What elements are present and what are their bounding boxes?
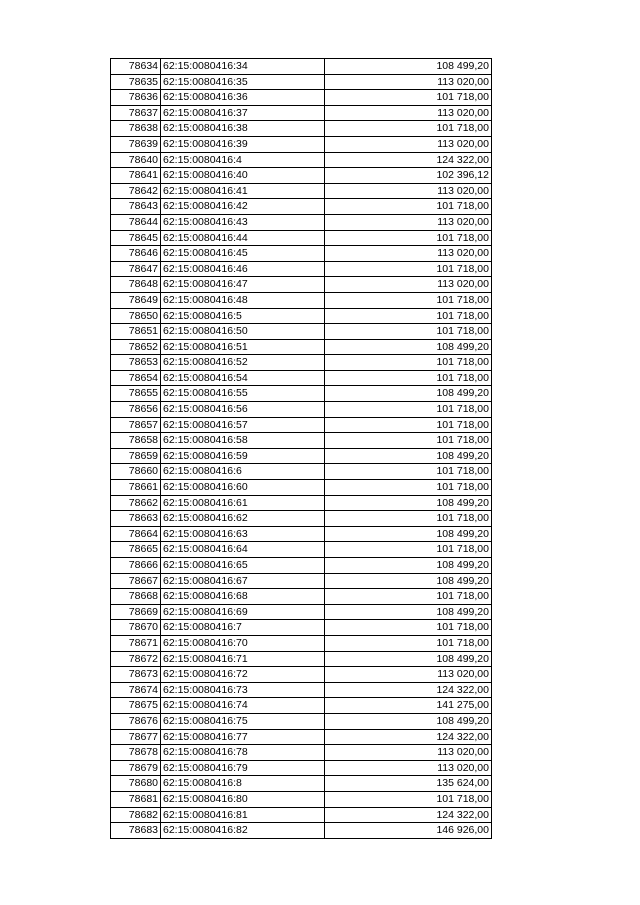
table-row: [111, 464, 492, 480]
cadastral-number-cell: 62:15:0080416:4: [161, 152, 325, 168]
row-number-cell: 78672: [111, 651, 161, 667]
cadastral-value-cell: 101 718,00: [325, 90, 492, 106]
table-row: [111, 729, 492, 745]
cadastral-value-cell: 108 499,20: [325, 59, 492, 75]
table-row: [111, 152, 492, 168]
cadastral-value-cell: 113 020,00: [325, 214, 492, 230]
cadastral-value-table: [110, 58, 492, 839]
table-row: [111, 308, 492, 324]
cadastral-value-cell: 101 718,00: [325, 355, 492, 371]
cadastral-value-cell: 108 499,20: [325, 495, 492, 511]
row-number-cell: 78683: [111, 823, 161, 839]
cadastral-number-cell: 62:15:0080416:56: [161, 402, 325, 418]
table-row: [111, 698, 492, 714]
cadastral-value-cell: 124 322,00: [325, 682, 492, 698]
cadastral-number-cell: 62:15:0080416:39: [161, 136, 325, 152]
row-number-cell: 78657: [111, 417, 161, 433]
cadastral-number-cell: 62:15:0080416:79: [161, 760, 325, 776]
table-row: [111, 776, 492, 792]
table-row: [111, 433, 492, 449]
table-row: [111, 292, 492, 308]
cadastral-number-cell: 62:15:0080416:51: [161, 339, 325, 355]
row-number-cell: 78674: [111, 682, 161, 698]
cadastral-number-cell: 62:15:0080416:37: [161, 105, 325, 121]
row-number-cell: 78665: [111, 542, 161, 558]
cadastral-value-cell: 124 322,00: [325, 807, 492, 823]
table-row: [111, 168, 492, 184]
row-number-cell: 78642: [111, 183, 161, 199]
cadastral-number-cell: 62:15:0080416:52: [161, 355, 325, 371]
cadastral-value-cell: 108 499,20: [325, 386, 492, 402]
cadastral-value-cell: 101 718,00: [325, 433, 492, 449]
row-number-cell: 78639: [111, 136, 161, 152]
cadastral-number-cell: 62:15:0080416:58: [161, 433, 325, 449]
cadastral-number-cell: 62:15:0080416:43: [161, 214, 325, 230]
table-row: [111, 121, 492, 137]
table-row: [111, 183, 492, 199]
row-number-cell: 78644: [111, 214, 161, 230]
cadastral-number-cell: 62:15:0080416:69: [161, 604, 325, 620]
row-number-cell: 78675: [111, 698, 161, 714]
row-number-cell: 78635: [111, 74, 161, 90]
cadastral-value-cell: 101 718,00: [325, 402, 492, 418]
cadastral-number-cell: 62:15:0080416:82: [161, 823, 325, 839]
table-row: [111, 635, 492, 651]
cadastral-number-cell: 62:15:0080416:42: [161, 199, 325, 215]
table-row: [111, 480, 492, 496]
cadastral-number-cell: 62:15:0080416:38: [161, 121, 325, 137]
row-number-cell: 78680: [111, 776, 161, 792]
table-body: [111, 59, 492, 839]
table-row: [111, 199, 492, 215]
cadastral-value-cell: 113 020,00: [325, 136, 492, 152]
table-row: [111, 526, 492, 542]
cadastral-value-cell: 113 020,00: [325, 760, 492, 776]
cadastral-value-cell: 101 718,00: [325, 324, 492, 340]
cadastral-number-cell: 62:15:0080416:55: [161, 386, 325, 402]
row-number-cell: 78647: [111, 261, 161, 277]
cadastral-number-cell: 62:15:0080416:48: [161, 292, 325, 308]
cadastral-value-cell: 108 499,20: [325, 339, 492, 355]
cadastral-value-cell: 113 020,00: [325, 105, 492, 121]
row-number-cell: 78634: [111, 59, 161, 75]
table-row: [111, 682, 492, 698]
cadastral-value-cell: 146 926,00: [325, 823, 492, 839]
cadastral-value-cell: 124 322,00: [325, 152, 492, 168]
cadastral-number-cell: 62:15:0080416:60: [161, 480, 325, 496]
row-number-cell: 78671: [111, 635, 161, 651]
table-row: [111, 558, 492, 574]
cadastral-value-cell: 108 499,20: [325, 573, 492, 589]
cadastral-number-cell: 62:15:0080416:65: [161, 558, 325, 574]
table-row: [111, 339, 492, 355]
table-row: [111, 277, 492, 293]
row-number-cell: 78638: [111, 121, 161, 137]
row-number-cell: 78648: [111, 277, 161, 293]
table-row: [111, 448, 492, 464]
cadastral-number-cell: 62:15:0080416:46: [161, 261, 325, 277]
row-number-cell: 78652: [111, 339, 161, 355]
table-row: [111, 713, 492, 729]
row-number-cell: 78663: [111, 511, 161, 527]
cadastral-value-cell: 101 718,00: [325, 199, 492, 215]
cadastral-value-cell: 108 499,20: [325, 651, 492, 667]
document-page: [110, 58, 492, 839]
row-number-cell: 78678: [111, 745, 161, 761]
row-number-cell: 78641: [111, 168, 161, 184]
cadastral-number-cell: 62:15:0080416:47: [161, 277, 325, 293]
cadastral-number-cell: 62:15:0080416:77: [161, 729, 325, 745]
table-row: [111, 355, 492, 371]
table-row: [111, 246, 492, 262]
row-number-cell: 78677: [111, 729, 161, 745]
table-row: [111, 511, 492, 527]
cadastral-value-cell: 101 718,00: [325, 589, 492, 605]
table-row: [111, 667, 492, 683]
cadastral-number-cell: 62:15:0080416:5: [161, 308, 325, 324]
cadastral-value-cell: 108 499,20: [325, 526, 492, 542]
cadastral-number-cell: 62:15:0080416:57: [161, 417, 325, 433]
table-row: [111, 807, 492, 823]
cadastral-value-cell: 101 718,00: [325, 308, 492, 324]
row-number-cell: 78651: [111, 324, 161, 340]
table-row: [111, 90, 492, 106]
cadastral-value-cell: 101 718,00: [325, 791, 492, 807]
cadastral-value-cell: 101 718,00: [325, 292, 492, 308]
cadastral-number-cell: 62:15:0080416:62: [161, 511, 325, 527]
row-number-cell: 78640: [111, 152, 161, 168]
cadastral-value-cell: 135 624,00: [325, 776, 492, 792]
cadastral-number-cell: 62:15:0080416:78: [161, 745, 325, 761]
cadastral-number-cell: 62:15:0080416:59: [161, 448, 325, 464]
cadastral-number-cell: 62:15:0080416:68: [161, 589, 325, 605]
cadastral-value-cell: 108 499,20: [325, 448, 492, 464]
row-number-cell: 78659: [111, 448, 161, 464]
cadastral-number-cell: 62:15:0080416:71: [161, 651, 325, 667]
row-number-cell: 78645: [111, 230, 161, 246]
cadastral-number-cell: 62:15:0080416:81: [161, 807, 325, 823]
cadastral-value-cell: 141 275,00: [325, 698, 492, 714]
table-row: [111, 651, 492, 667]
cadastral-value-cell: 101 718,00: [325, 261, 492, 277]
table-row: [111, 760, 492, 776]
cadastral-number-cell: 62:15:0080416:72: [161, 667, 325, 683]
table-row: [111, 370, 492, 386]
row-number-cell: 78673: [111, 667, 161, 683]
cadastral-value-cell: 113 020,00: [325, 667, 492, 683]
row-number-cell: 78662: [111, 495, 161, 511]
cadastral-value-cell: 108 499,20: [325, 604, 492, 620]
table-row: [111, 324, 492, 340]
cadastral-number-cell: 62:15:0080416:40: [161, 168, 325, 184]
cadastral-number-cell: 62:15:0080416:41: [161, 183, 325, 199]
table-row: [111, 542, 492, 558]
row-number-cell: 78646: [111, 246, 161, 262]
cadastral-number-cell: 62:15:0080416:74: [161, 698, 325, 714]
table-row: [111, 136, 492, 152]
cadastral-value-cell: 124 322,00: [325, 729, 492, 745]
cadastral-value-cell: 101 718,00: [325, 511, 492, 527]
table-row: [111, 573, 492, 589]
cadastral-number-cell: 62:15:0080416:8: [161, 776, 325, 792]
table-row: [111, 417, 492, 433]
row-number-cell: 78664: [111, 526, 161, 542]
row-number-cell: 78682: [111, 807, 161, 823]
row-number-cell: 78679: [111, 760, 161, 776]
cadastral-value-cell: 113 020,00: [325, 277, 492, 293]
cadastral-value-cell: 113 020,00: [325, 183, 492, 199]
table-row: [111, 402, 492, 418]
cadastral-number-cell: 62:15:0080416:63: [161, 526, 325, 542]
table-row: [111, 745, 492, 761]
cadastral-number-cell: 62:15:0080416:61: [161, 495, 325, 511]
cadastral-number-cell: 62:15:0080416:75: [161, 713, 325, 729]
cadastral-number-cell: 62:15:0080416:64: [161, 542, 325, 558]
row-number-cell: 78650: [111, 308, 161, 324]
row-number-cell: 78653: [111, 355, 161, 371]
row-number-cell: 78660: [111, 464, 161, 480]
table-row: [111, 214, 492, 230]
table-row: [111, 74, 492, 90]
row-number-cell: 78643: [111, 199, 161, 215]
cadastral-value-cell: 101 718,00: [325, 620, 492, 636]
row-number-cell: 78637: [111, 105, 161, 121]
cadastral-number-cell: 62:15:0080416:36: [161, 90, 325, 106]
row-number-cell: 78656: [111, 402, 161, 418]
row-number-cell: 78658: [111, 433, 161, 449]
table-row: [111, 589, 492, 605]
table-row: [111, 386, 492, 402]
cadastral-number-cell: 62:15:0080416:34: [161, 59, 325, 75]
cadastral-value-cell: 101 718,00: [325, 230, 492, 246]
cadastral-value-cell: 101 718,00: [325, 417, 492, 433]
table-row: [111, 620, 492, 636]
row-number-cell: 78667: [111, 573, 161, 589]
row-number-cell: 78655: [111, 386, 161, 402]
cadastral-number-cell: 62:15:0080416:80: [161, 791, 325, 807]
table-row: [111, 604, 492, 620]
cadastral-number-cell: 62:15:0080416:50: [161, 324, 325, 340]
cadastral-value-cell: 113 020,00: [325, 745, 492, 761]
cadastral-number-cell: 62:15:0080416:6: [161, 464, 325, 480]
cadastral-number-cell: 62:15:0080416:54: [161, 370, 325, 386]
table-row: [111, 261, 492, 277]
row-number-cell: 78676: [111, 713, 161, 729]
cadastral-value-cell: 101 718,00: [325, 370, 492, 386]
row-number-cell: 78681: [111, 791, 161, 807]
table-row: [111, 230, 492, 246]
cadastral-number-cell: 62:15:0080416:45: [161, 246, 325, 262]
row-number-cell: 78666: [111, 558, 161, 574]
cadastral-value-cell: 101 718,00: [325, 542, 492, 558]
table-row: [111, 791, 492, 807]
cadastral-number-cell: 62:15:0080416:35: [161, 74, 325, 90]
cadastral-value-cell: 101 718,00: [325, 121, 492, 137]
row-number-cell: 78654: [111, 370, 161, 386]
cadastral-value-cell: 113 020,00: [325, 246, 492, 262]
row-number-cell: 78636: [111, 90, 161, 106]
row-number-cell: 78668: [111, 589, 161, 605]
cadastral-value-cell: 113 020,00: [325, 74, 492, 90]
cadastral-number-cell: 62:15:0080416:73: [161, 682, 325, 698]
cadastral-number-cell: 62:15:0080416:67: [161, 573, 325, 589]
cadastral-number-cell: 62:15:0080416:7: [161, 620, 325, 636]
cadastral-value-cell: 108 499,20: [325, 558, 492, 574]
row-number-cell: 78661: [111, 480, 161, 496]
table-row: [111, 59, 492, 75]
cadastral-number-cell: 62:15:0080416:70: [161, 635, 325, 651]
cadastral-value-cell: 101 718,00: [325, 480, 492, 496]
table-row: [111, 105, 492, 121]
row-number-cell: 78649: [111, 292, 161, 308]
cadastral-value-cell: 101 718,00: [325, 464, 492, 480]
table-row: [111, 823, 492, 839]
row-number-cell: 78670: [111, 620, 161, 636]
row-number-cell: 78669: [111, 604, 161, 620]
cadastral-value-cell: 101 718,00: [325, 635, 492, 651]
cadastral-value-cell: 108 499,20: [325, 713, 492, 729]
cadastral-value-cell: 102 396,12: [325, 168, 492, 184]
table-row: [111, 495, 492, 511]
cadastral-number-cell: 62:15:0080416:44: [161, 230, 325, 246]
